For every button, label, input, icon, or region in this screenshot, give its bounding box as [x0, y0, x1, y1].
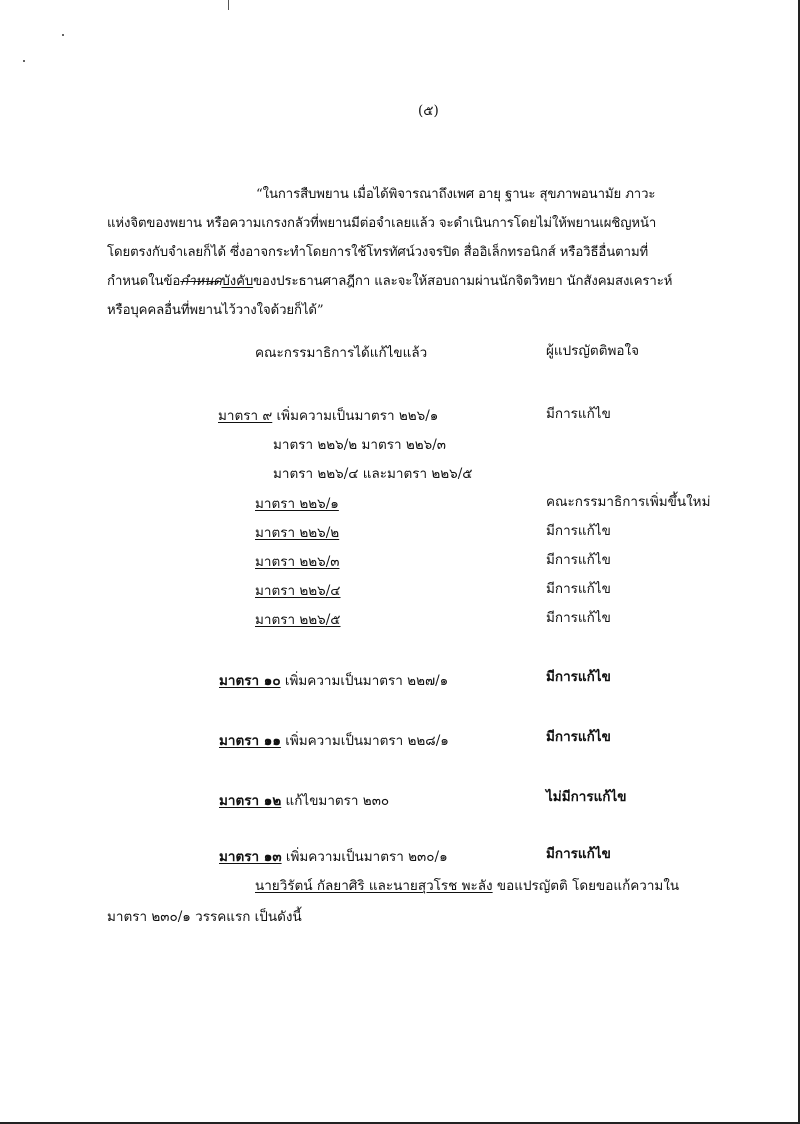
section-9-label: มาตรา ๙ [218, 408, 273, 424]
quote-line-2: แห่งจิตของพยาน หรือความเกรงกลัวที่พยานมีต่อจำเลยแล้ว จะดำเนินการโดยไม่ให้พยานเผชิญหน้า [107, 216, 657, 231]
section-10 [219, 672, 448, 690]
subsection-status: คณะกรรมาธิการเพิ่มขึ้นใหม่ [546, 494, 711, 510]
closing-line-1 [255, 877, 679, 895]
closing-line-2: มาตรา ๒๓๐/๑ วรรคแรก เป็นดังนี้ [107, 909, 302, 925]
section-11-text: เพิ่มความเป็นมาตรา ๒๒๘/๑ [280, 733, 449, 749]
section-9-cont-1: มาตรา ๒๒๖/๒ มาตรา ๒๒๖/๓ [273, 437, 446, 453]
amender-names: นายวิรัตน์ กัลยาศิริ และนายสุวโรช พะลัง [255, 878, 493, 894]
section-10-status: มีการแก้ไข [546, 669, 611, 685]
section-9-text: เพิ่มความเป็นมาตรา ๒๒๖/๑ [272, 408, 439, 424]
subsection-status: มีการแก้ไข [546, 552, 611, 568]
subsection-status: มีการแก้ไข [546, 523, 611, 539]
section-10-text: เพิ่มความเป็นมาตรา ๒๒๗/๑ [280, 673, 449, 689]
section-11 [219, 732, 449, 750]
section-12 [219, 792, 389, 810]
section-11-status: มีการแก้ไข [546, 729, 611, 745]
section-12-text: แก้ไขมาตรา ๒๓๐ [281, 793, 390, 809]
quote-line-4 [107, 273, 672, 291]
struck-word: กำหนด [180, 274, 222, 289]
scan-mark [228, 0, 229, 10]
section-13-text: เพิ่มความเป็นมาตรา ๒๓๐/๑ [281, 849, 448, 865]
quote-line-4-pre: กำหนดในข้อ [107, 274, 181, 289]
section-11-label: มาตรา ๑๑ [219, 733, 281, 749]
section-9-status: มีการแก้ไข [546, 406, 611, 422]
subsection-status: มีการแก้ไข [546, 581, 611, 597]
section-13 [219, 848, 448, 866]
section-10-label: มาตรา ๑๐ [219, 673, 281, 689]
quote-line-1: “ในการสืบพยาน เมื่อได้พิจารณาถึงเพศ อายุ ฐานะ สุขภาพอนามัย ภาวะ [256, 187, 656, 202]
section-12-label: มาตรา ๑๒ [219, 793, 282, 809]
subsection-label: มาตรา ๒๒๖/๑ [255, 496, 339, 512]
section-13-label: มาตรา ๑๓ [219, 849, 282, 865]
quote-line-4-post: ของประธานศาลฎีกา และจะให้สอบถามผ่านนักจิตวิทยา นักสังคมสงเคราะห์ [253, 274, 673, 289]
section-13-status: มีการแก้ไข [546, 846, 611, 862]
section-12-status: ไม่มีการแก้ไข [546, 789, 627, 805]
subsection-label: มาตรา ๒๒๖/๓ [255, 554, 340, 570]
header-amender: ผู้แปรญัตติพอใจ [546, 343, 639, 359]
scan-speck [62, 34, 64, 36]
subsection-label: มาตรา ๒๒๖/๔ [255, 583, 341, 599]
subsection-label: มาตรา ๒๒๖/๒ [255, 525, 340, 541]
subsection-status: มีการแก้ไข [546, 610, 611, 626]
scan-speck [23, 60, 25, 62]
subsection-label: มาตรา ๒๒๖/๕ [255, 612, 341, 628]
page-number: (๕) [418, 103, 439, 119]
header-committee: คณะกรรมาธิการได้แก้ไขแล้ว [255, 345, 428, 361]
section-9 [218, 407, 438, 425]
quote-line-5: หรือบุคคลอื่นที่พยานไว้วางใจด้วยก็ได้” [107, 303, 324, 318]
closing-rest: ขอแปรญัตติ โดยขอแก้ความใน [492, 878, 680, 894]
section-9-cont-2: มาตรา ๒๒๖/๔ และมาตรา ๒๒๖/๕ [273, 466, 473, 482]
inserted-word: บังคับ [221, 274, 254, 289]
quote-line-3: โดยตรงกับจำเลยก็ได้ ซึ่งอาจกระทำโดยการใช้โทรทัศน์วงจรปิด สื่ออิเล็กทรอนิกส์ หรือวิธีอื่นตามที่ [107, 245, 649, 260]
